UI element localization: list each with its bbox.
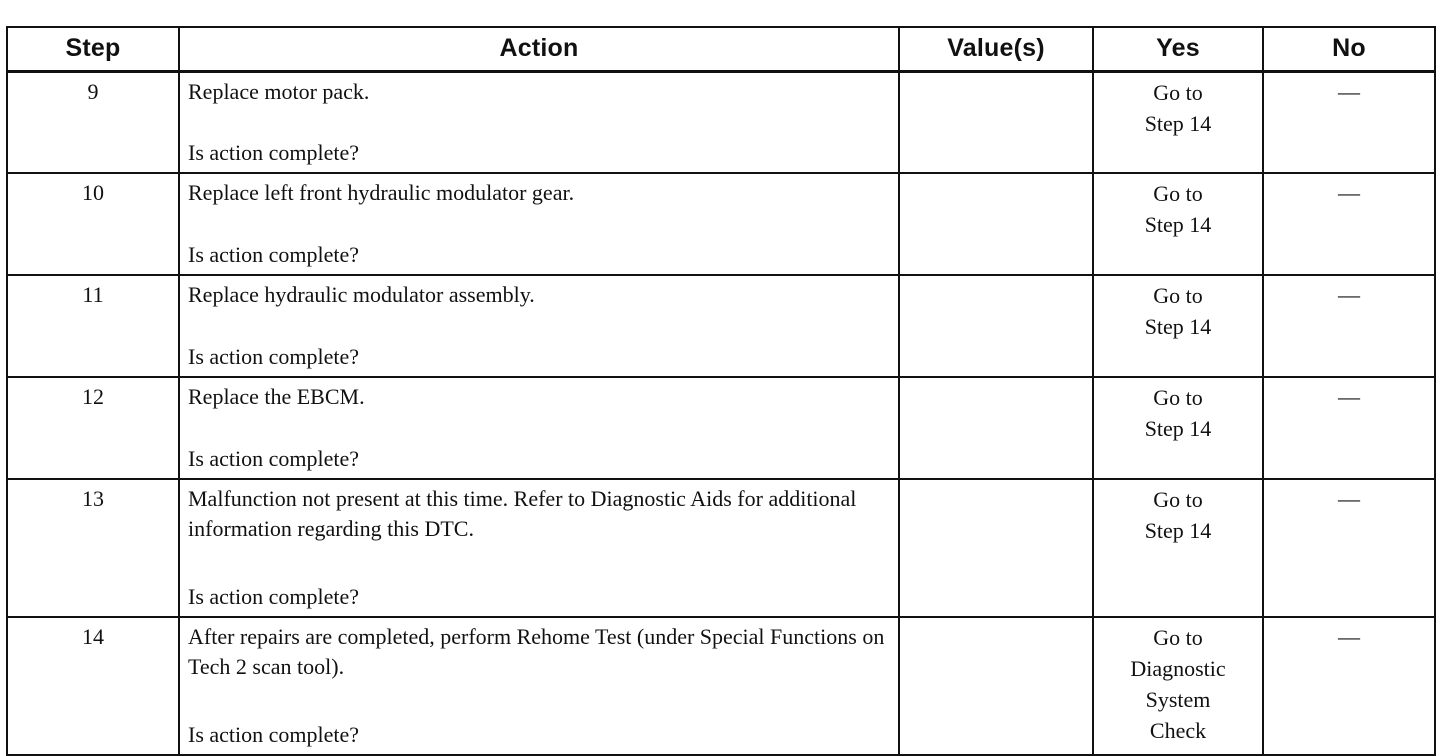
value-cell <box>899 275 1093 377</box>
value-cell <box>899 173 1093 275</box>
value-cell <box>899 479 1093 617</box>
table-row <box>7 173 1435 275</box>
no-cell: — <box>1263 377 1435 479</box>
action-question: Is action complete? <box>188 242 360 267</box>
table-row <box>7 377 1435 479</box>
diagnostic-steps-table <box>6 26 1436 756</box>
table-row <box>7 479 1435 617</box>
yes-text: Go to <box>1153 625 1203 650</box>
yes-text: Step 14 <box>1144 518 1212 543</box>
header-yes: Yes <box>1093 27 1263 71</box>
header-no: No <box>1263 27 1435 71</box>
action-text: After repairs are completed, perform Rehome Test (under Special Functions on Tech 2 scan tool). <box>188 624 885 679</box>
step-number: 14 <box>7 617 179 755</box>
yes-cell <box>1093 479 1263 617</box>
action-cell <box>179 479 899 617</box>
yes-cell <box>1093 617 1263 755</box>
yes-text: Go to <box>1153 283 1203 308</box>
yes-cell <box>1093 275 1263 377</box>
action-cell <box>179 71 899 173</box>
yes-text: System <box>1145 687 1211 712</box>
header-values: Value(s) <box>899 27 1093 71</box>
table-header-row <box>7 27 1435 71</box>
action-question: Is action complete? <box>188 722 360 747</box>
no-cell: — <box>1263 71 1435 173</box>
action-text: Replace left front hydraulic modulator gear. <box>188 180 575 205</box>
header-step: Step <box>7 27 179 71</box>
action-question: Is action complete? <box>188 140 360 165</box>
yes-text: Go to <box>1153 487 1203 512</box>
yes-text: Go to <box>1153 79 1203 105</box>
action-text: Replace the EBCM. <box>188 384 365 409</box>
action-question: Is action complete? <box>188 344 360 369</box>
yes-text: Step 14 <box>1144 212 1212 237</box>
no-cell: — <box>1263 479 1435 617</box>
action-cell <box>179 377 899 479</box>
yes-text: Step 14 <box>1144 314 1212 339</box>
no-cell: — <box>1263 275 1435 377</box>
yes-text: Go to <box>1153 385 1203 410</box>
yes-text: Step 14 <box>1144 416 1212 441</box>
table-row <box>7 275 1435 377</box>
yes-text: Go to <box>1153 181 1203 206</box>
action-cell <box>179 173 899 275</box>
yes-text: Diagnostic <box>1130 656 1226 681</box>
action-cell <box>179 275 899 377</box>
step-number: 9 <box>7 71 179 173</box>
value-cell <box>899 71 1093 173</box>
yes-text: Step 14 <box>1144 110 1212 136</box>
header-action: Action <box>179 27 899 71</box>
value-cell <box>899 617 1093 755</box>
step-number: 10 <box>7 173 179 275</box>
action-text: Replace motor pack. <box>188 78 370 104</box>
yes-text: Check <box>1149 718 1207 743</box>
action-question: Is action complete? <box>188 584 360 609</box>
step-number: 13 <box>7 479 179 617</box>
value-cell <box>899 377 1093 479</box>
action-text: Replace hydraulic modulator assembly. <box>188 282 535 307</box>
action-cell <box>179 617 899 755</box>
yes-cell <box>1093 173 1263 275</box>
yes-cell <box>1093 377 1263 479</box>
no-cell: — <box>1263 173 1435 275</box>
yes-cell <box>1093 71 1263 173</box>
no-cell: — <box>1263 617 1435 755</box>
action-question: Is action complete? <box>188 446 360 471</box>
step-number: 12 <box>7 377 179 479</box>
action-text: Malfunction not present at this time. Refer to Diagnostic Aids for additional information regarding this DTC. <box>188 486 857 541</box>
table-row <box>7 617 1435 755</box>
step-number: 11 <box>7 275 179 377</box>
table-row <box>7 71 1435 173</box>
